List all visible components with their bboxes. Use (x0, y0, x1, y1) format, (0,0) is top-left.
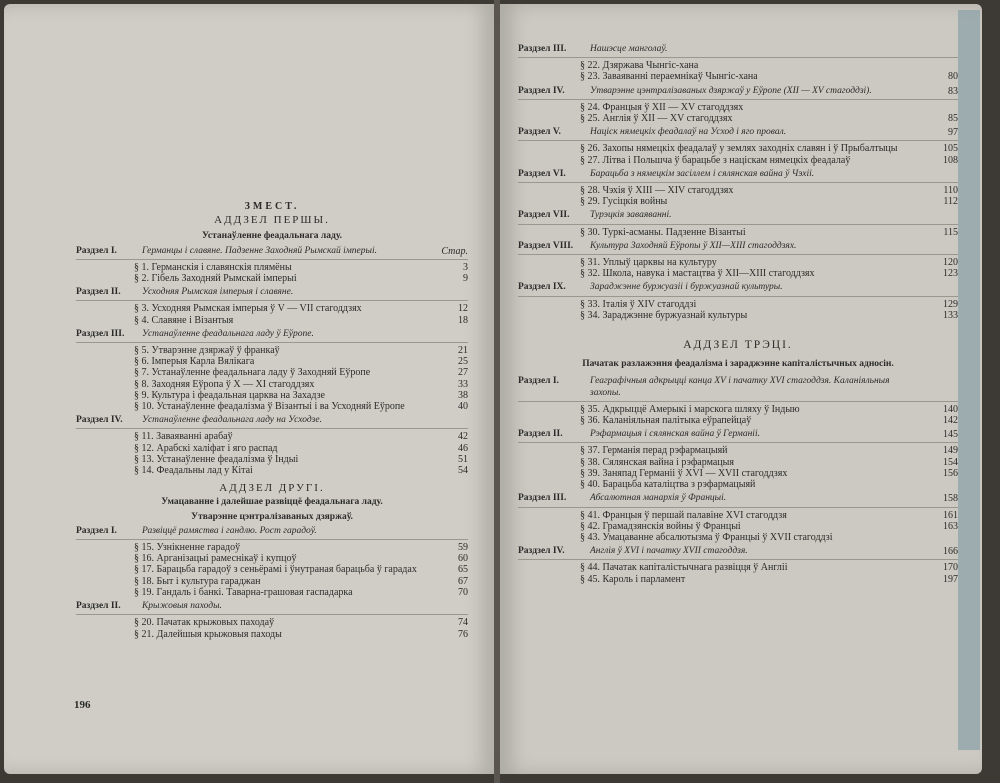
toc-item-text: § 9. Культура і феадальная царква на Захадзе (134, 389, 325, 401)
toc-item-text: § 35. Адкрыццё Амерыкі і марскога шляху ў Індыю (580, 403, 800, 415)
section-title: Турэцкія заваяванні. (590, 210, 672, 221)
section-header (518, 86, 958, 97)
section-title: Зараджэнне буржуазіі і буржуазнай культуры. (590, 282, 783, 293)
section-header (518, 44, 958, 55)
section-divider (76, 428, 468, 429)
toc-item-page (918, 479, 958, 490)
spacer (76, 640, 468, 643)
part3-subtitle: Пачатак разлажэння феадалізма і зараджэнне капіталістычных адносін. (582, 359, 894, 370)
toc-item (134, 390, 468, 401)
toc-item-text: § 7. Устанаўленне феадальнага ладу ў Заходняй Еўропе (134, 367, 371, 379)
toc-item-page: 161 (943, 509, 958, 521)
section-page: 166 (943, 546, 958, 558)
toc-item-page: 70 (458, 586, 468, 598)
section-page: 158 (943, 493, 958, 505)
section-title: Устанаўленне феадальнага ладу ў Еўропе. (142, 328, 314, 339)
toc-item (134, 379, 468, 390)
section-label: Раздзел VIII. (518, 240, 574, 251)
section-label: Раздзел II. (76, 287, 121, 298)
toc-item (134, 303, 468, 314)
toc-item-text: § 27. Літва і Польшча ў барацьбе з націскам нямецкіх феадалаў (580, 154, 851, 166)
toc-item (134, 564, 468, 575)
toc-item-text: § 29. Гусіцкія войны (580, 196, 668, 208)
toc-item (580, 102, 958, 113)
toc-item (580, 510, 958, 521)
section-title: Устанаўленне феадальнага ладу на Усходзе. (142, 415, 322, 426)
toc-item (580, 60, 958, 71)
toc-item-text: § 22. Дзяржава Чынгіс-хана (580, 60, 699, 72)
toc-item-page: 76 (458, 628, 468, 640)
toc-item-text: § 24. Францыя ў XII — XV стагоддзях (580, 101, 744, 113)
toc-item (134, 367, 468, 378)
toc-item-text: § 12. Арабскі халіфат і яго распад (134, 442, 278, 454)
toc-item (134, 401, 468, 412)
toc-item-page: 142 (943, 415, 958, 427)
section-header (518, 546, 958, 557)
spacer (518, 585, 958, 588)
section-title: Утварэнне цэнтралізаваных дзяржаў у Еўропе (XII — XV стагоддзі). (590, 85, 872, 96)
section-label: Раздзел IX. (518, 282, 566, 293)
toc-item-text: § 21. Далейшыя крыжовыя паходы (134, 628, 282, 640)
toc-item (134, 356, 468, 367)
section-divider (518, 296, 958, 297)
toc-item (580, 562, 958, 573)
section-label: Раздзел I. (518, 376, 559, 387)
section-divider (518, 254, 958, 255)
section-header (518, 376, 958, 398)
section-title: Крыжовыя паходы. (142, 601, 222, 612)
toc-item-page: 197 (943, 573, 958, 585)
toc-item (134, 431, 468, 442)
toc-item-text: § 32. Школа, навука і мастацтва ў XII—XIII стагоддзях (580, 268, 815, 280)
toc-item (134, 617, 468, 628)
section-divider (518, 442, 958, 443)
part3-sections (518, 376, 958, 587)
section-header (518, 493, 958, 504)
toc-item (134, 576, 468, 587)
section-divider (518, 507, 958, 508)
section-title: Абсалютная манархія ў Францыі. (590, 493, 727, 504)
toc-item-text: § 44. Пачатак капіталістычнага развіцця ў Англіі (580, 562, 788, 574)
section-label: Раздзел III. (76, 328, 125, 339)
section-title: Нашэсце манголаў. (590, 44, 668, 54)
toc-item-text: § 39. Заняпад Германіі ў XVI — XVII стагоддзях (580, 467, 788, 479)
section-divider (76, 539, 468, 540)
part2-sections (76, 526, 468, 643)
toc-item (580, 143, 958, 154)
section-title: Культура Заходняй Еўропы ў XII—XIII стагоддзях. (590, 240, 797, 251)
toc-item-page: 105 (943, 143, 958, 155)
toc-item-page: 51 (458, 453, 468, 465)
toc-item-page: 25 (458, 356, 468, 368)
section-divider (518, 140, 958, 141)
toc-item-text: § 25. Англія ў XII — XV стагоддзях (580, 113, 733, 125)
toc-item (580, 532, 958, 543)
section-divider (76, 342, 468, 343)
toc-item (580, 310, 958, 321)
toc-item (580, 227, 958, 238)
section-title: Усходняя Рымская імперыя і славяне. (142, 287, 294, 298)
toc-item (134, 262, 468, 273)
section-divider (518, 401, 958, 402)
toc-item-page: 3 (463, 261, 468, 273)
toc-item-text: § 40. Барацьба каталіцтва з рэфармацыяй (580, 479, 756, 491)
toc-item-page: 85 (948, 113, 958, 125)
toc-item-page: 74 (458, 617, 468, 629)
section-header (518, 282, 958, 293)
toc-item-page: 80 (948, 71, 958, 83)
toc-item-text: § 18. Быт і культура гараджан (134, 575, 261, 587)
section-header (76, 287, 468, 298)
toc-item (580, 185, 958, 196)
toc-item (134, 542, 468, 553)
section-label: Раздзел I. (76, 525, 117, 536)
toc-item (580, 257, 958, 268)
toc-item (134, 315, 468, 326)
toc-item-page: 149 (943, 445, 958, 457)
toc-item (580, 521, 958, 532)
toc-item-text: § 1. Германскія і славянскія плямёны (134, 261, 292, 273)
toc-item-text: § 26. Захопы нямецкіх феадалаў у землях заходніх славян і ў Прыбалтыцы (580, 143, 898, 155)
section-title: Геаграфічныя адкрыцці канца XV і пачатку XVI стагоддзя. Каланіяльныя захопы. (590, 376, 890, 398)
toc-item (580, 404, 958, 415)
toc-item-page: 140 (943, 403, 958, 415)
section-label: Раздзел IV. (518, 85, 565, 96)
toc-item-page: 42 (458, 431, 468, 443)
part1-subtitle: Устанаўленне феадальнага ладу. (201, 231, 342, 242)
toc-item-text: § 38. Сялянская вайна і рэфармацыя (580, 456, 734, 468)
toc-item (580, 479, 958, 490)
toc-item (580, 468, 958, 479)
toc-item-page: 110 (943, 185, 958, 197)
toc-item (580, 299, 958, 310)
toc-item (580, 457, 958, 468)
section-header (518, 429, 958, 440)
section-header (76, 415, 468, 426)
section-title: Барацьба з нямецкім засіллем і сялянская вайна ў Чэхіі. (590, 168, 815, 179)
toc-item-text: § 10. Устанаўленне феадалізма ў Візантыі і ва Усходняй Еўропе (134, 401, 405, 413)
toc-item-text: § 13. Устанаўленне феадалізма ў Індыі (134, 453, 299, 465)
toc-item-page (918, 102, 958, 113)
toc-item-text: § 16. Арганізацыі рамеснікаў і купцоў (134, 553, 297, 565)
toc-item-text: § 45. Кароль і парламент (580, 573, 686, 585)
toc-item-page: 170 (943, 562, 958, 574)
part3-title: АДДЗЕЛ ТРЭЦІ. (683, 339, 793, 352)
toc-item (134, 629, 468, 640)
section-divider (76, 259, 468, 260)
part1-subtitle-row (76, 229, 468, 245)
section-label: Раздзел II. (76, 601, 121, 612)
toc-item-text: § 42. Грамадзянскія войны ў Францыі (580, 520, 741, 532)
part2-title: АДДЗЕЛ ДРУГІ. (219, 482, 325, 495)
toc-item-text: § 3. Усходняя Рымская імперыя ў V — VII стагоддзях (134, 303, 362, 315)
toc-item-page (918, 532, 958, 543)
section-divider (518, 99, 958, 100)
toc-item-text: § 8. Заходняя Еўропа ў X — XI стагоддзях (134, 378, 315, 390)
section-header (76, 329, 468, 340)
part2-subtitle-1: Умацаванне і далейшае развіццё феадальнага ладу. (161, 497, 383, 508)
toc-item-text: § 5. Утварэнне дзяржаў ў франкаў (134, 345, 280, 357)
book-edge (958, 10, 980, 750)
section-title: Рэфармацыя і сялянская вайна ў Германіі. (590, 429, 760, 440)
toc-item (580, 113, 958, 124)
toc-item-page: 123 (943, 268, 958, 280)
section-label: Раздзел II. (518, 429, 563, 440)
toc-item-page: 12 (458, 303, 468, 315)
toc-item-text: § 28. Чэхія ў XIII — XIV стагоддзях (580, 185, 734, 197)
toc-item-text: § 30. Туркі-асманы. Падзенне Візантыі (580, 226, 746, 238)
section-divider (518, 559, 958, 560)
toc-item-page: 60 (458, 553, 468, 565)
toc-item-page: 40 (458, 401, 468, 413)
section-label: Раздзел III. (518, 44, 567, 54)
toc-item-page: 65 (458, 564, 468, 576)
section-label: Раздзел IV. (518, 546, 565, 557)
toc-item-text: § 23. Заваяванні пераемнікаў Чынгіс-хана (580, 71, 758, 83)
toc-title: ЗМЕСТ. (244, 201, 300, 212)
toc-item (580, 155, 958, 166)
toc-item (580, 415, 958, 426)
toc-right (518, 44, 958, 588)
toc-item (134, 443, 468, 454)
section-label: Раздзел V. (518, 127, 561, 138)
toc-item-page: 38 (458, 389, 468, 401)
toc-item-text: § 34. Зараджэнне буржуазнай культуры (580, 309, 748, 321)
section-page: 83 (948, 85, 958, 97)
toc-item (134, 273, 468, 284)
section-title: Германцы і славяне. Падзенне Заходняй Рымскай імперыі. (142, 245, 377, 256)
section-title: Развіццё рамяства і гандлю. Рост гарадоў. (142, 525, 317, 536)
toc-item (580, 574, 958, 585)
toc-item-page: 33 (458, 378, 468, 390)
section-divider (76, 300, 468, 301)
right-page (500, 4, 982, 774)
section-header (518, 210, 958, 221)
toc-item-page: 133 (943, 309, 958, 321)
toc-item-page: 21 (458, 345, 468, 357)
section-header (76, 526, 468, 537)
toc-item-page: 120 (943, 257, 958, 269)
section-page: 145 (943, 429, 958, 441)
toc-item-text: § 2. Гібель Заходняй Рымскай імперыі (134, 273, 297, 285)
toc-item (134, 454, 468, 465)
toc-item-text: § 11. Заваяванні арабаў (134, 431, 233, 443)
section-header (518, 127, 958, 138)
toc-item-page: 129 (943, 298, 958, 310)
toc-item-page: 108 (943, 154, 958, 166)
part1-title: АДДЗЕЛ ПЕРШЫ. (214, 214, 330, 227)
toc-item-text: § 33. Італія ў XIV стагоддзі (580, 298, 697, 310)
toc-item-page: 163 (943, 520, 958, 532)
toc-item-text: § 37. Германія перад рэфармацыяй (580, 445, 728, 457)
toc-item-text: § 17. Барацьба гарадоў з сеньёрамі і ўнутраная барацьба ў гарадах (134, 564, 417, 576)
spacer (76, 476, 468, 479)
section-label: Раздзел I. (76, 245, 117, 256)
toc-item-page: 112 (943, 196, 958, 208)
toc-item (580, 196, 958, 207)
part2-subtitle-2: Утварэнне цэнтралізаваных дзяржаў. (191, 511, 353, 522)
toc-item-text: § 19. Гандаль і банкі. Таварна-грашовая гаспадарка (134, 586, 353, 598)
section-header (518, 241, 958, 252)
toc-item-page: 67 (458, 575, 468, 587)
toc-item (134, 465, 468, 476)
part1-sections (76, 246, 468, 480)
toc-item (134, 587, 468, 598)
section-label: Раздзел III. (518, 493, 567, 504)
section-label: Раздзел VI. (518, 168, 566, 179)
toc-item-text: § 41. Францыя ў першай палавіне XVI стагоддзя (580, 509, 787, 521)
section-header (76, 601, 468, 612)
section-divider (518, 224, 958, 225)
section-page: 97 (948, 127, 958, 139)
section-divider (76, 614, 468, 615)
toc-item-text: § 20. Пачатак крыжовых паходаў (134, 617, 275, 629)
toc-item-text: § 31. Уплыў царквы на культуру (580, 257, 717, 269)
toc-item-page (918, 60, 958, 71)
toc-item-page: 59 (458, 542, 468, 554)
toc-item (134, 345, 468, 356)
toc-item (580, 71, 958, 82)
toc-item-page: 115 (943, 226, 958, 238)
toc-item-page: 156 (943, 467, 958, 479)
section-label: Раздзел IV. (76, 415, 123, 426)
toc-item-page: 154 (943, 456, 958, 468)
toc-item (580, 445, 958, 456)
section-header (518, 169, 958, 180)
toc-item-page: 54 (458, 465, 468, 477)
section-title: Націск нямецкіх феадалаў на Усход і яго провал. (590, 127, 787, 138)
section-divider (518, 182, 958, 183)
section-divider (518, 57, 958, 58)
toc-item-page: 27 (458, 367, 468, 379)
toc-item-text: § 14. Феадальны лад у Кітаі (134, 465, 253, 477)
toc-item-text: § 15. Узнікненне гарадоў (134, 542, 241, 554)
toc-item-text: § 43. Умацаванне абсалютызма ў Францыі ў XVII стагоддзі (580, 531, 833, 543)
section-header (76, 246, 468, 257)
toc-item-text: § 6. Імперыя Карла Вялікага (134, 356, 255, 368)
toc-item-text: § 4. Славяне і Візантыя (134, 314, 234, 326)
left-page (4, 4, 494, 774)
toc-item-page: 9 (463, 273, 468, 285)
section-label: Раздзел VII. (518, 210, 570, 221)
page-number: 196 (74, 699, 91, 711)
toc-item (580, 268, 958, 279)
toc-item-page: 18 (458, 314, 468, 326)
right-sections (518, 44, 958, 324)
spacer (518, 321, 958, 324)
section-page: Стар. (441, 245, 468, 257)
toc-left (76, 201, 468, 643)
section-title: Англія ў XVI і пачатку XVII стагоддзя. (590, 546, 748, 557)
toc-item-text: § 36. Каланіяльная палітыка еўрапейцаў (580, 415, 752, 427)
toc-item-page: 46 (458, 442, 468, 454)
toc-item (134, 553, 468, 564)
